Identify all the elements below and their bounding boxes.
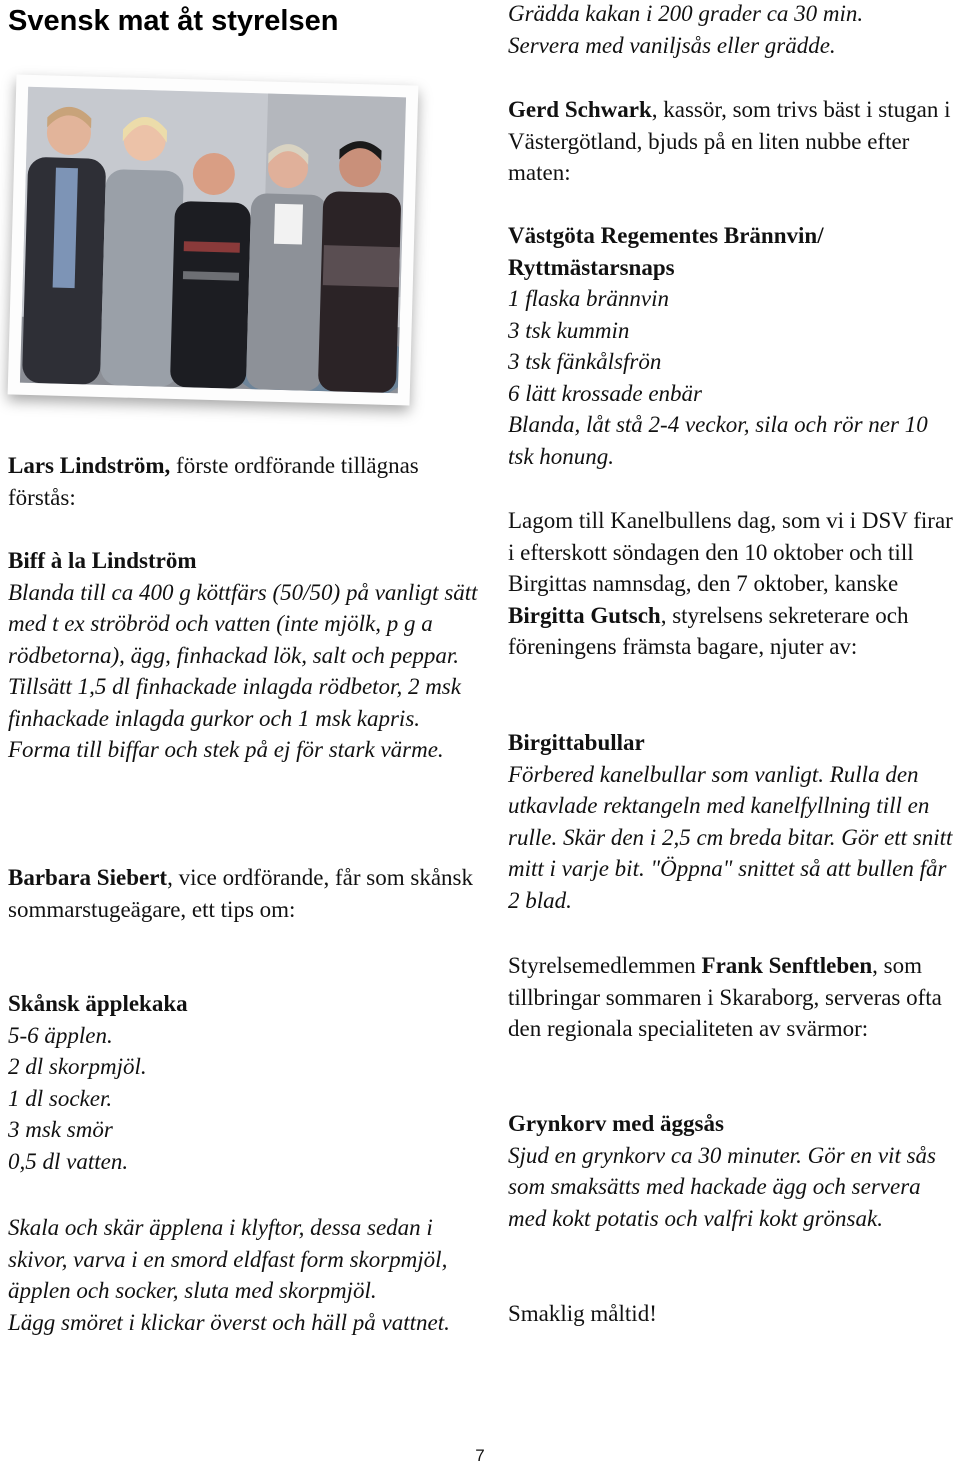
kanel-intro <box>508 505 956 663</box>
apple-method-block <box>8 1212 478 1338</box>
bullar-method: Förbered kanelbullar som vanligt. Rulla den utkavlade rektangeln med kanelfyllning till en rulle. Skär den i 2,5 cm breda bitar. Gör ett snitt mitt i varje bit. "Öppna" snittet så att bullen får 2 blad. <box>508 761 953 913</box>
closing-line: Smaklig måltid! <box>508 1301 657 1326</box>
grynkorv-method: Sjud en grynkorv ca 30 minuter. Gör en vit sås som smaksätts med hackade ägg och servera med kokt potatis och valfri kokt grönsak. <box>508 1142 936 1231</box>
snaps-recipe-block <box>508 220 956 472</box>
grynkorv-title: Grynkorv med äggsås <box>508 1111 724 1136</box>
biff-recipe-block <box>8 545 478 766</box>
bake-instructions <box>508 0 956 61</box>
apple-ingredient: 1 dl socker. <box>8 1085 113 1111</box>
bake-line-1: Grädda kakan i 200 grader ca 30 min. <box>508 1 864 26</box>
barbara-intro-text: , vice ordförande, får som skånsk sommarstugeägare, ett tips om: <box>8 865 473 922</box>
bake-line-2: Servera med vaniljsås eller grädde. <box>508 32 836 58</box>
apple-ingredient: 5-6 äpplen. <box>8 1022 113 1048</box>
apple-ingredient: 2 dl skorpmjöl. <box>8 1054 147 1079</box>
biff-recipe-text: Blanda till ca 400 g köttfärs (50/50) på vanligt sätt med t ex ströbröd och vatten (inte mjölk, p g a rödbetorna), ägg, finhackad lök, salt och peppar. Tillsätt 1,5 dl finhackade inlagda rödbetor, 2 msk finhackade inlagda gurkor och 1 msk kapris. Forma till biffar och stek på ej för stark värme. <box>8 579 478 762</box>
gerd-name: Gerd Schwark <box>508 97 652 122</box>
snaps-title: Västgöta Regementes Brännvin/ Ryttmästarsnaps <box>508 223 824 280</box>
biff-title: Biff à la Lindström <box>8 548 197 573</box>
frank-pre-text: Styrelsemedlemmen <box>508 953 702 978</box>
snaps-method: Blanda, låt stå 2-4 veckor, sila och rör ner 10 tsk honung. <box>508 412 928 469</box>
barbara-name: Barbara Siebert <box>8 865 168 890</box>
apple-ingredient: 0,5 dl vatten. <box>8 1148 129 1174</box>
snaps-ingredient: 6 lätt krossade enbär <box>508 380 702 406</box>
kanel-outro-text: , styrelsens sekreterare och föreningens främsta bagare, njuter av: <box>508 602 909 659</box>
apple-method-text: Skala och skär äpplena i klyftor, dessa sedan i skivor, varva i en smord eldfast form skorpmjöl, äpplen och socker, sluta med skorpmjöl. <box>8 1215 448 1303</box>
kanel-intro-text: Lagom till Kanelbullens dag, som vi i DSV firar i efterskott söndagen den 10 oktober och till Birgittas namnsdag, den 7 oktober, kanske <box>508 508 953 596</box>
photo-image <box>20 87 406 393</box>
apple-method-text-2: Lägg smöret i klickar överst och häll på vattnet. <box>8 1309 450 1335</box>
page-number: 7 <box>475 1446 485 1465</box>
group-photo-illustration <box>20 87 406 393</box>
apple-recipe-block <box>8 988 478 1177</box>
snaps-ingredient: 3 tsk kummin <box>508 317 630 343</box>
lars-intro <box>8 450 478 513</box>
apple-ingredient: 3 msk smör <box>8 1117 113 1142</box>
gerd-intro <box>508 94 956 189</box>
frank-intro <box>508 950 956 1045</box>
gerd-intro-text: , kassör, som trivs bäst i stugan i Västergötland, bjuds på en liten nubbe efter maten: <box>508 97 951 185</box>
snaps-ingredient: 3 tsk fänkålsfrön <box>508 349 662 374</box>
barbara-intro <box>8 862 478 925</box>
bullar-title: Birgittabullar <box>508 730 645 755</box>
snaps-ingredient: 1 flaska brännvin <box>508 286 669 311</box>
page-title: Svensk mat åt styrelsen <box>8 5 339 37</box>
lars-name: Lars Lindström, <box>8 453 171 478</box>
frank-name: Frank Senftleben <box>701 953 873 978</box>
lars-intro-text: förste ordförande tillägnas förstås: <box>8 453 419 510</box>
birgitta-name: Birgitta Gutsch <box>508 602 661 628</box>
bullar-recipe-block <box>508 727 956 916</box>
board-photo <box>8 74 419 405</box>
apple-title: Skånsk äpplekaka <box>8 991 188 1016</box>
frank-intro-text: , som tillbringar sommaren i Skaraborg, serveras ofta den regionala specialiteten av svärmor: <box>508 953 942 1041</box>
grynkorv-recipe-block <box>508 1108 956 1234</box>
